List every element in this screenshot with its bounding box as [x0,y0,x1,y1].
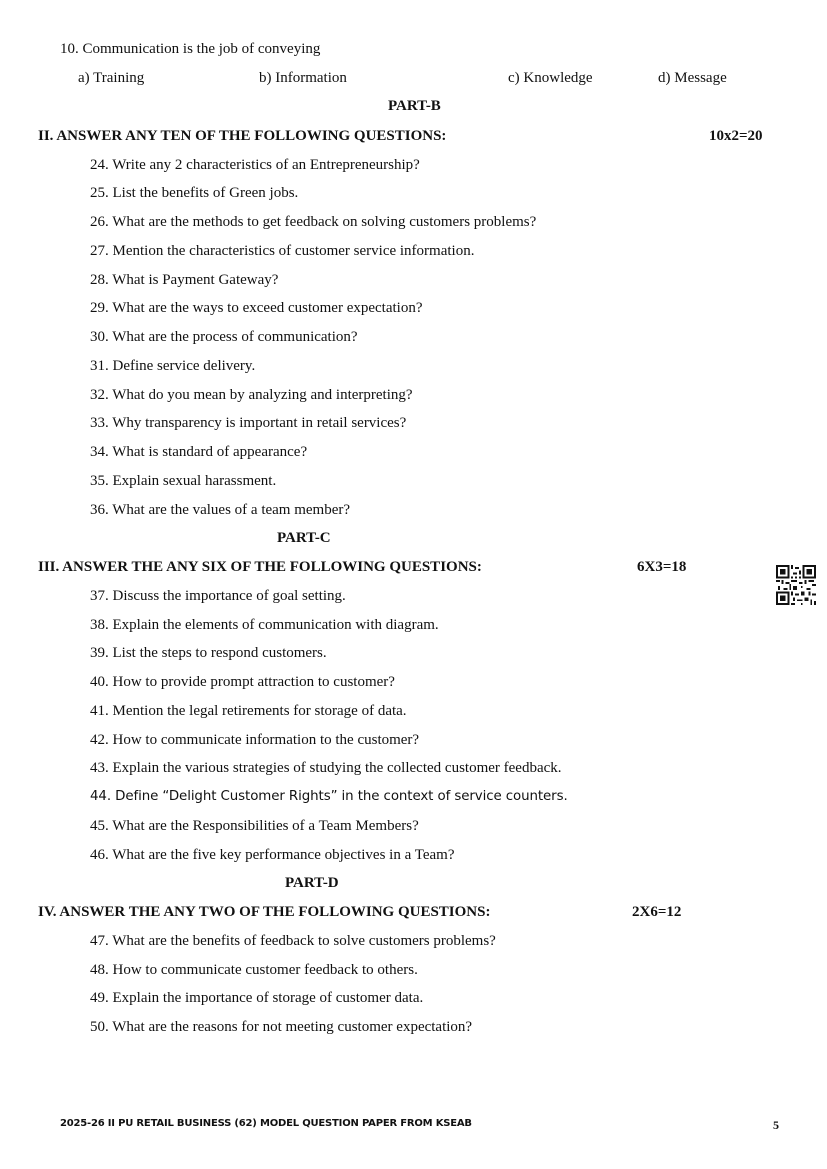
mcq-option-b: b) Information [259,70,347,86]
question-46: 46. What are the five key performance objectives in a Team? [90,847,455,863]
question-48: 48. How to communicate customer feedback to others. [90,962,418,978]
question-50: 50. What are the reasons for not meeting customer expectation? [90,1019,473,1035]
mcq-option-d: d) Message [658,70,727,86]
mcq-question: 10. Communication is the job of conveying [60,41,321,57]
part-b-heading: II. ANSWER ANY TEN OF THE FOLLOWING QUESTIONS: [38,128,447,144]
page-footer: 2025-26 II PU RETAIL BUSINESS (62) MODEL QUESTION PAPER FROM KSEAB [60,1118,472,1129]
question-41: 41. Mention the legal retirements for storage of data. [90,703,407,719]
question-44: 44. Define “Delight Customer Rights” in the context of service counters. [90,789,568,804]
question-47: 47. What are the benefits of feedback to solve customers problems? [90,933,496,949]
question-33: 33. Why transparency is important in retail services? [90,415,407,431]
mcq-option-a: a) Training [78,70,145,86]
question-26: 26. What are the methods to get feedback on solving customers problems? [90,214,537,230]
part-d-heading: IV. ANSWER THE ANY TWO OF THE FOLLOWING QUESTIONS: [38,904,491,920]
part-d-title: PART-D [285,875,339,891]
part-c-marks: 6X3=18 [637,559,687,575]
qr-code-icon [776,565,816,605]
question-37: 37. Discuss the importance of goal setting. [90,588,346,604]
part-b-title: PART-B [388,98,441,114]
question-28: 28. What is Payment Gateway? [90,272,279,288]
question-32: 32. What do you mean by analyzing and interpreting? [90,387,413,403]
question-45: 45. What are the Responsibilities of a Team Members? [90,818,419,834]
part-b-marks: 10x2=20 [709,128,763,144]
question-42: 42. How to communicate information to the customer? [90,732,420,748]
question-38: 38. Explain the elements of communication with diagram. [90,617,439,633]
part-d-marks: 2X6=12 [632,904,682,920]
question-24: 24. Write any 2 characteristics of an Entrepreneurship? [90,157,420,173]
question-40: 40. How to provide prompt attraction to customer? [90,674,395,690]
question-49: 49. Explain the importance of storage of customer data. [90,990,424,1006]
question-25: 25. List the benefits of Green jobs. [90,185,299,201]
question-30: 30. What are the process of communication? [90,329,358,345]
question-27: 27. Mention the characteristics of customer service information. [90,243,475,259]
mcq-option-c: c) Knowledge [508,70,593,86]
question-29: 29. What are the ways to exceed customer expectation? [90,300,423,316]
question-43: 43. Explain the various strategies of studying the collected customer feedback. [90,760,562,776]
question-35: 35. Explain sexual harassment. [90,473,277,489]
question-36: 36. What are the values of a team member? [90,502,351,518]
question-34: 34. What is standard of appearance? [90,444,308,460]
part-c-title: PART-C [277,530,331,546]
question-39: 39. List the steps to respond customers. [90,645,327,661]
page-number: 5 [773,1118,779,1132]
question-31: 31. Define service delivery. [90,358,256,374]
part-c-heading: III. ANSWER THE ANY SIX OF THE FOLLOWING QUESTIONS: [38,559,482,575]
